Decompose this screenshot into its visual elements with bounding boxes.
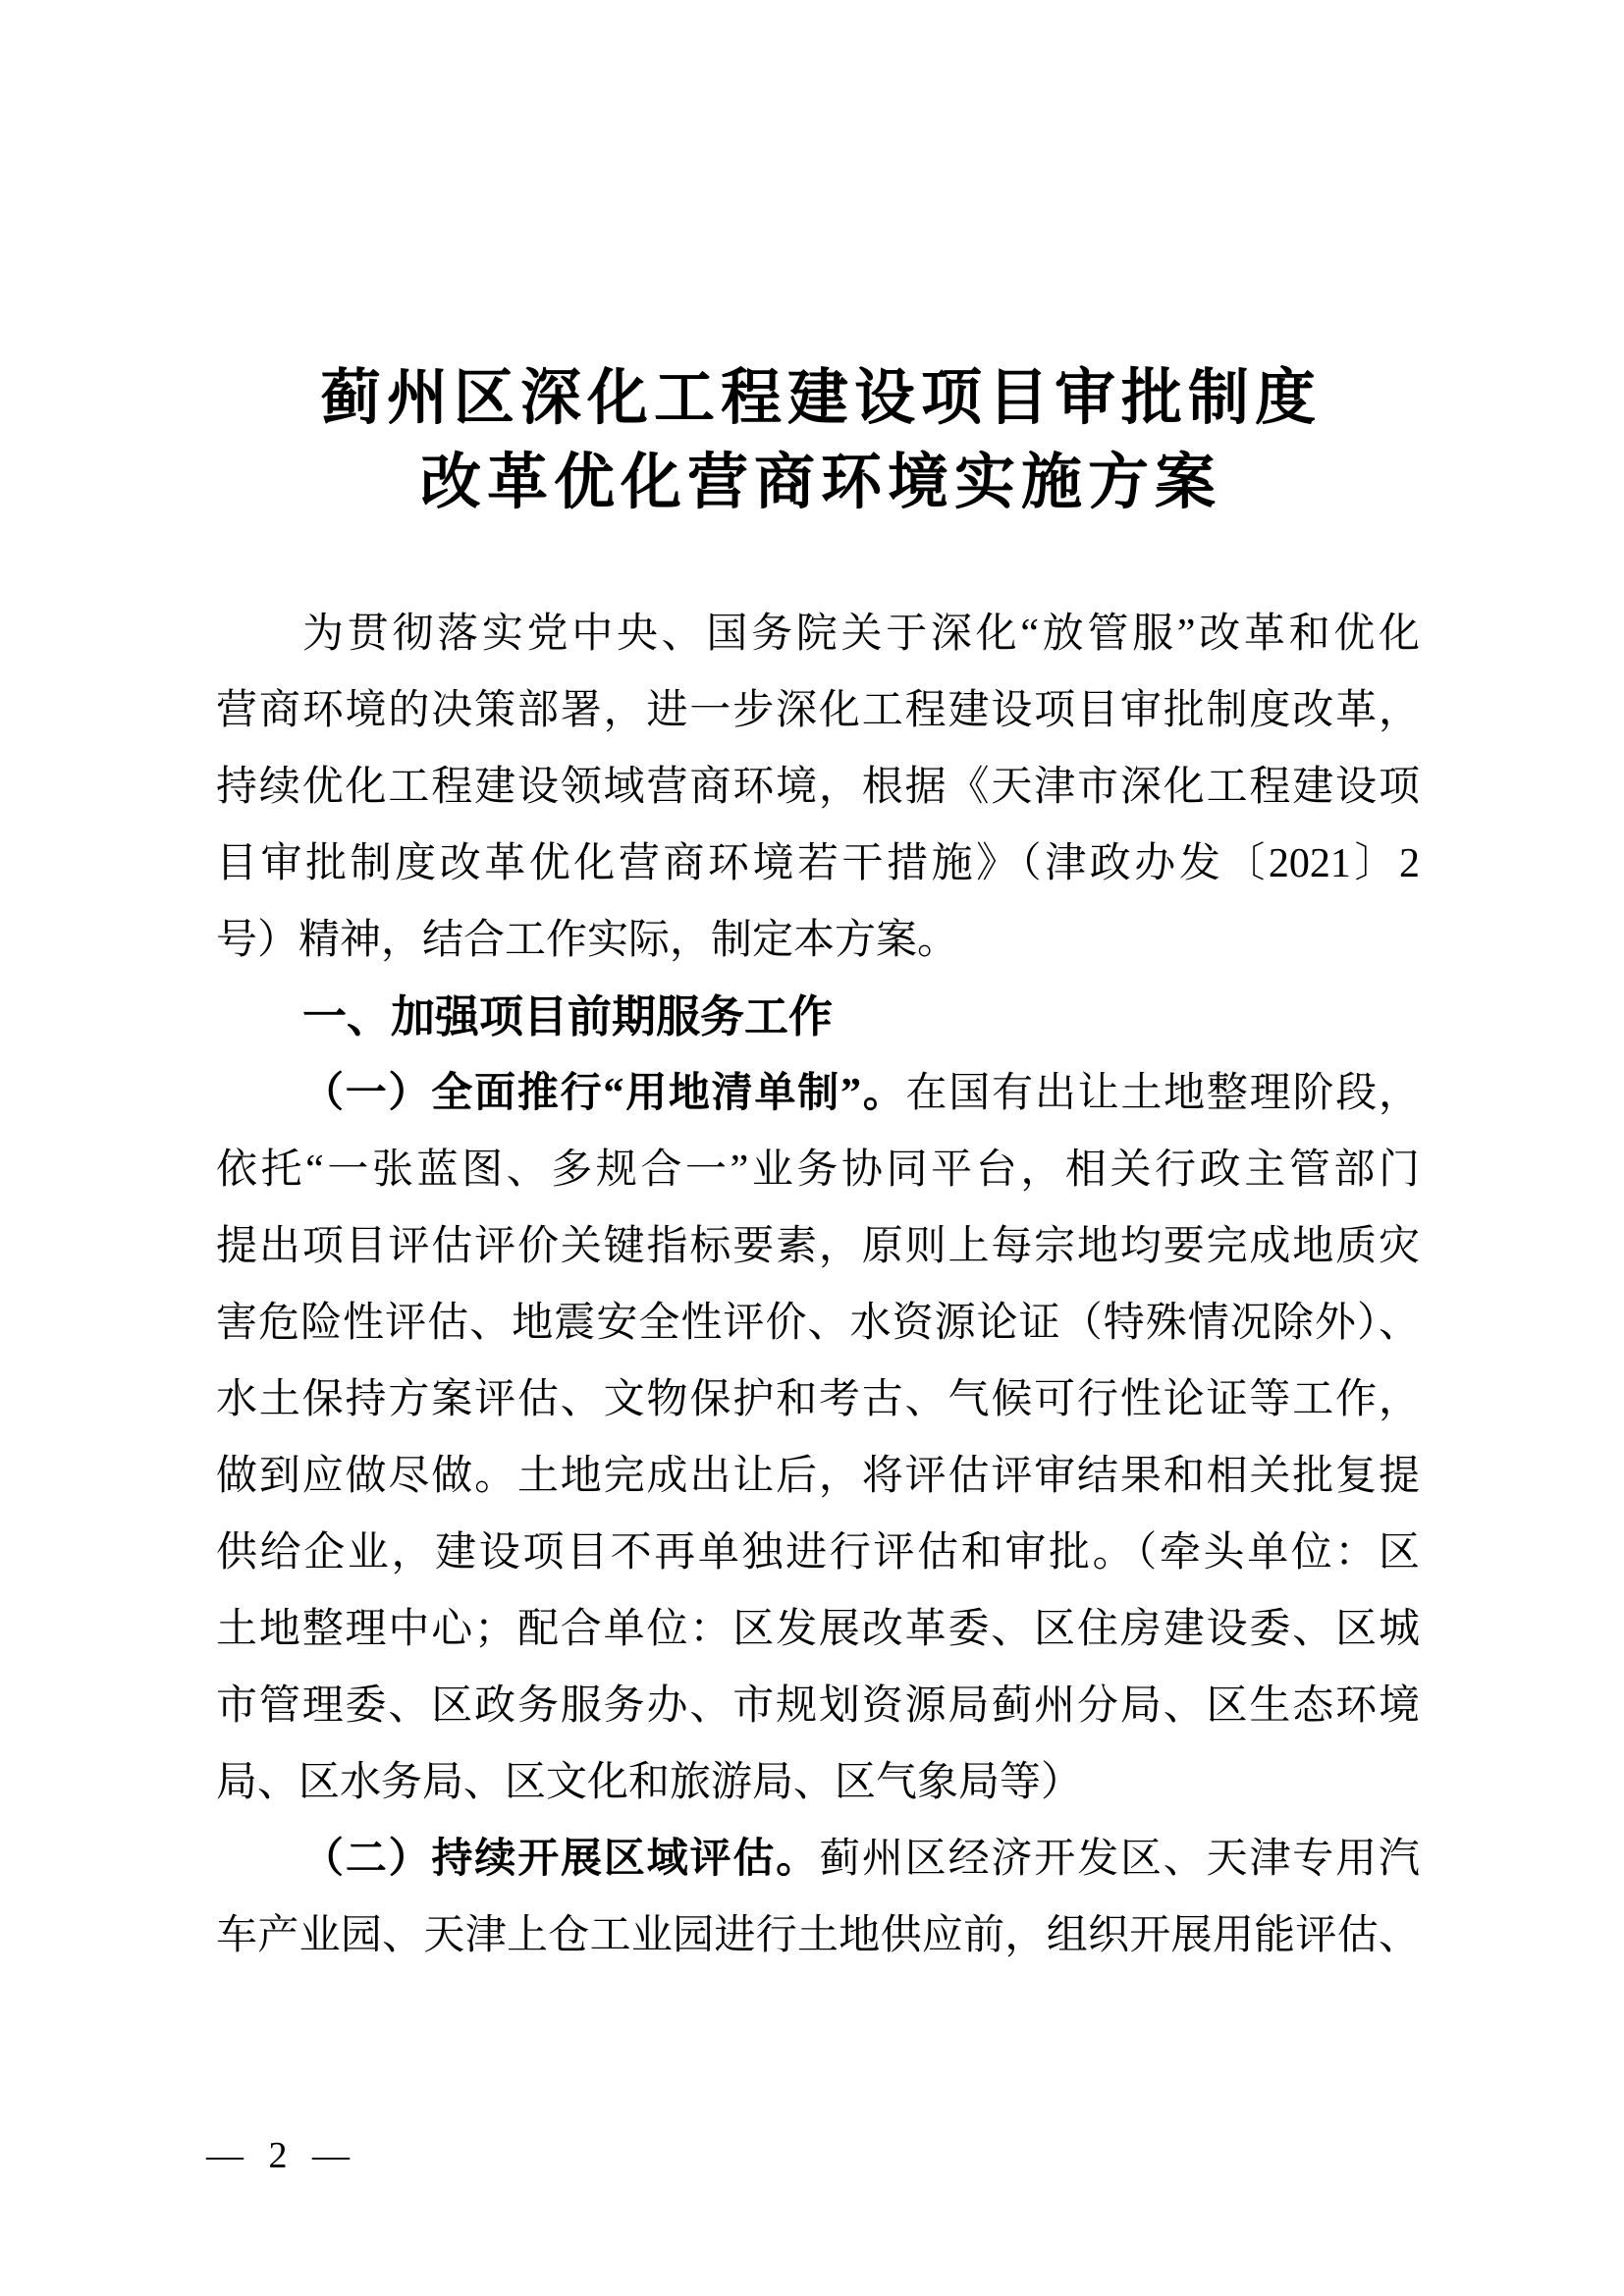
section-heading-block [216,979,1420,1055]
text-line [216,1285,1420,1362]
text-line [216,1668,1420,1744]
paragraph-block [216,1821,1420,1974]
text-segment: 在国有出让土地整理阶段， [905,1071,1420,1116]
text-line [216,1591,1420,1668]
text-line [216,902,1420,979]
text-line [216,1208,1420,1285]
text-segment: 市管理委、区政务服务办、市规划资源局蓟州分局、区生态环境 [216,1683,1420,1729]
text-line [216,749,1420,826]
text-line [216,672,1420,749]
page-number: — 2 — [206,2135,357,2176]
text-line [216,1362,1420,1438]
text-segment: 害危险性评估、地震安全性评价、水资源论证（特殊情况除外）、 [216,1301,1420,1346]
text-line [216,1438,1420,1515]
text-segment: 号）精神，结合工作实际，制定本方案。 [216,918,959,963]
document-title-line: 蓟州区深化工程建设项目审批制度 [319,365,1322,432]
text-line [216,596,1420,672]
text-segment: 依托“一张蓝图、多规合一”业务协同平台，相关行政主管部门 [216,1148,1420,1193]
text-segment: 局、区水务局、区文化和旅游局、区气象局等） [216,1760,1083,1805]
text-segment: 蓟州区经济开发区、天津专用汽 [819,1837,1420,1882]
text-segment: 目审批制度改革优化营商环境若干措施》（津政办发〔2021〕2 [216,841,1420,886]
text-segment: 水土保持方案评估、文物保护和考古、气候可行性论证等工作， [216,1377,1420,1422]
text-segment: （一）全面推行“用地清单制”。 [302,1071,906,1116]
document-body [216,596,1420,1974]
section-heading [216,979,1420,1055]
text-segment: 供给企业，建设项目不再单独进行评估和审批。（牵头单位：区 [216,1530,1420,1575]
text-line [216,1132,1420,1208]
text-line [216,1821,1420,1897]
paragraph-block [216,1055,1420,1821]
text-segment: 土地整理中心；配合单位：区发展改革委、区住房建设委、区城 [216,1607,1420,1652]
text-segment: 做到应做尽做。土地完成出让后，将评估评审结果和相关批复提 [216,1454,1420,1499]
text-line [216,826,1420,902]
text-line [216,1897,1420,1974]
text-segment: 持续优化工程建设领域营商环境，根据《天津市深化工程建设项 [216,765,1420,810]
text-segment: 提出项目评估评价关键指标要素，原则上每宗地均要完成地质灾 [216,1224,1420,1269]
paragraph-block [216,596,1420,979]
document-title-line: 改革优化营商环境实施方案 [419,450,1221,516]
text-segment: 车产业园、天津上仓工业园进行土地供应前，组织开展用能评估、 [216,1913,1420,1958]
text-segment: 一、加强项目前期服务工作 [302,991,834,1041]
text-segment: 为贯彻落实党中央、国务院关于深化“放管服”改革和优化 [302,612,1420,657]
text-line [216,1744,1420,1821]
text-segment: （二）持续开展区域评估。 [302,1837,820,1882]
text-line [216,1055,1420,1132]
page-footer [206,2128,357,2183]
text-line [216,1515,1420,1591]
text-segment: 营商环境的决策部署，进一步深化工程建设项目审批制度改革， [216,688,1420,733]
document-title [216,356,1420,525]
